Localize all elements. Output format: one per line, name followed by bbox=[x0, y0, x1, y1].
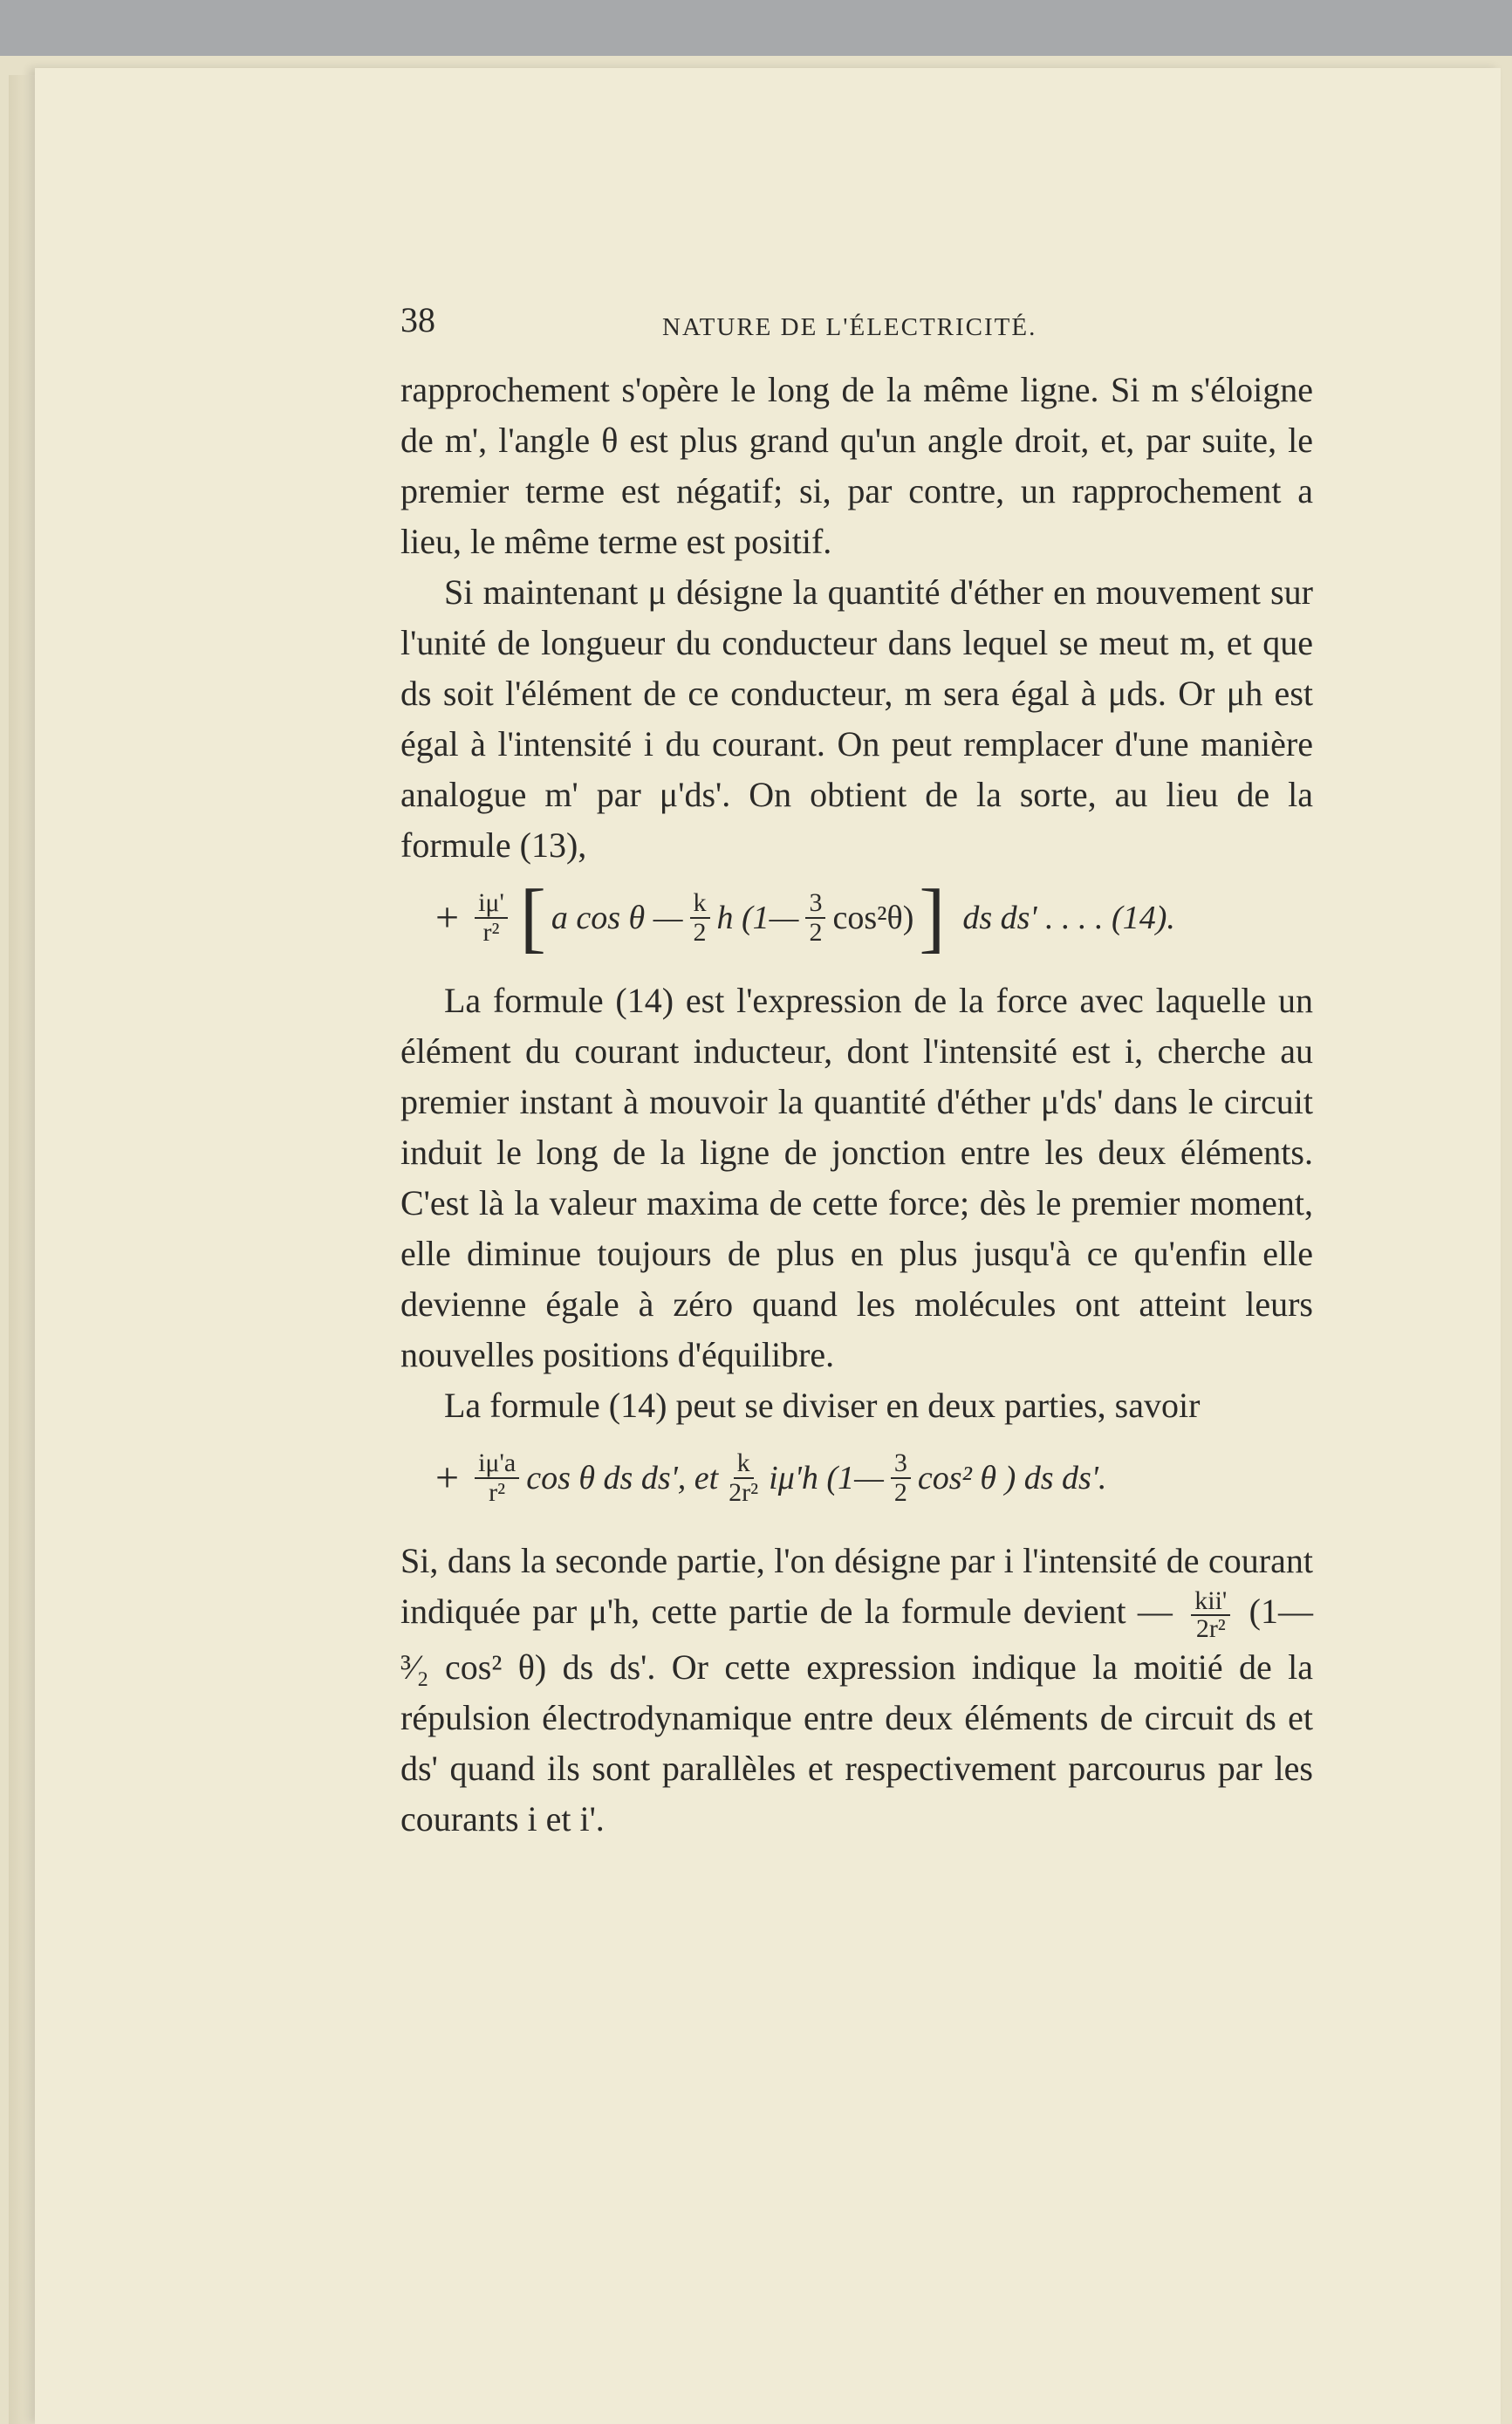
formula-14-k-num: k bbox=[690, 889, 710, 919]
paragraph-1: rapprochement s'opère le long de la même ligne. Si m s'éloigne de m', l'angle θ est plus grand qu'un angle droit, et, par suite, le premier terme est négatif; si, par contre, un rapprochement a lieu, le même terme est positif. bbox=[400, 370, 1313, 561]
formula-14-bracket-close: ] bbox=[919, 874, 946, 961]
paragraph-4: La formule (14) peut se diviser en deux parties, savoir bbox=[444, 1386, 1201, 1425]
formula-parts-f1-num: iμ'a bbox=[475, 1449, 519, 1479]
inline-fraction bbox=[1191, 1585, 1230, 1643]
formula-14-term-h: h (1— bbox=[716, 900, 799, 936]
formula-14-plus: + bbox=[435, 894, 460, 941]
formula-14 bbox=[435, 876, 1313, 960]
paragraph-3: La formule (14) est l'expression de la force avec laquelle un élément du courant inducteur, dont l'intensité est i, cherche au premier instant à mouvoir la quantité d'éther μ'ds' dans le circuit induit le long de la ligne de jonction entre les deux éléments. C'est là la valeur maxima de cette force; dès le premier moment, elle diminue toujours de plus en plus jusqu'à ce qu'enfin elle devienne égale à zéro quand les molécules ont atteint leurs nouvelles positions d'équilibre. bbox=[400, 981, 1313, 1374]
formula-14-three-den: 2 bbox=[809, 918, 823, 947]
formula-14-term-cos: cos²θ) bbox=[832, 900, 914, 936]
formula-parts-f2 bbox=[725, 1449, 762, 1507]
formula-14-term-a: a cos θ — bbox=[551, 900, 683, 936]
paragraph-2: Si maintenant μ désigne la quantité d'éther en mouvement sur l'unité de longueur du conducteur dans lequel se meut m, et que ds soit l'élément de ce conducteur, m sera égal à μds. Or μh est égal à l'intensité i du courant. On peut remplacer d'une manière analogue m' par μ'ds'. On obtient de la sorte, au lieu de la formule (13), bbox=[400, 572, 1313, 865]
running-head: NATURE DE L'ÉLECTRICITÉ. bbox=[662, 313, 1037, 341]
inline-fraction-num: kii' bbox=[1191, 1588, 1230, 1616]
formula-parts-f3-den: 2 bbox=[893, 1478, 907, 1507]
text-block bbox=[400, 295, 1313, 1845]
formula-parts-f2-den: 2r² bbox=[729, 1478, 759, 1507]
formula-14-frac-num: iμ' bbox=[475, 889, 508, 919]
page-edge bbox=[9, 75, 38, 2424]
formula-14-tail: ds ds' . . . . (14). bbox=[962, 900, 1175, 936]
formula-parts-f3-num: 3 bbox=[891, 1449, 911, 1479]
formula-parts-f1-tail: cos θ ds ds', et bbox=[526, 1460, 719, 1496]
formula-parts bbox=[435, 1436, 1313, 1520]
formula-parts-f2-mid: iμ'h (1— bbox=[769, 1460, 884, 1496]
formula-parts-f3-tail: cos² θ ) ds ds'. bbox=[917, 1460, 1107, 1496]
page-header bbox=[400, 295, 1313, 347]
formula-parts-f3 bbox=[891, 1449, 911, 1507]
paragraph-5 bbox=[400, 1536, 1313, 1845]
formula-parts-f2-num: k bbox=[734, 1449, 754, 1479]
formula-14-fraction bbox=[475, 889, 508, 947]
paragraph-5-end: (1— ³⁄₂ cos² θ) ds ds'. Or cette expression indique la moitié de la répulsion électrodynamique entre deux éléments de circuit ds et ds' quand ils sont parallèles et respectivement parcourus par les courants i et i'. bbox=[400, 1592, 1313, 1839]
formula-14-frac-den: r² bbox=[482, 918, 500, 947]
formula-parts-f1-den: r² bbox=[489, 1478, 506, 1507]
inline-fraction-den: 2r² bbox=[1195, 1613, 1226, 1643]
formula-parts-f1 bbox=[475, 1449, 519, 1507]
formula-14-three-half bbox=[805, 889, 825, 947]
formula-14-three-num: 3 bbox=[805, 889, 825, 919]
formula-parts-plus: + bbox=[435, 1455, 460, 1501]
paragraph-5-start: Si, dans la seconde partie, l'on désigne par i l'intensité de courant indiquée par μ'h, cette partie de la formule devient — bbox=[400, 1541, 1313, 1631]
page-number: 38 bbox=[400, 300, 435, 339]
formula-14-k-den: 2 bbox=[693, 918, 707, 947]
formula-14-bracket-open: [ bbox=[519, 874, 546, 961]
formula-14-k-fraction bbox=[690, 889, 710, 947]
